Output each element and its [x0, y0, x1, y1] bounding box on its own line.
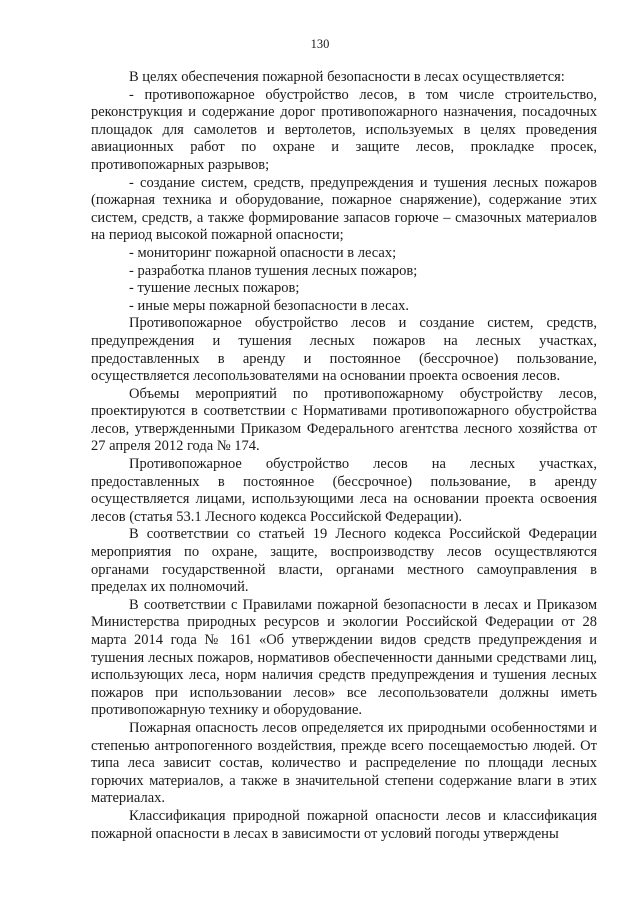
list-item-plans: - разработка планов тушения лесных пожаров;	[129, 262, 418, 279]
list-item-monitoring: - мониторинг пожарной опасности в лесах;	[129, 244, 397, 261]
list-item-extinguishing: - тушение лесных пожаров;	[129, 280, 300, 297]
paragraph-intro: В целях обеспечения пожарной безопасности в лесах осуществляется:	[129, 69, 565, 85]
page-number: 130	[310, 37, 330, 51]
list-item-fire-systems: - создание систем, средств, предупреждения и тушения лесных пожаров (пожарная техника и оборудование, пожарное снаряжение), содержание этих систем, средств, а также формирование запасов горюче – смазочных материалов на период высокой пожарной опасности;	[91, 174, 597, 244]
list-item-fire-infrastructure: - противопожарное обустройство лесов, в том числе строительство, реконструкция и содержание дорог противопожарного назначения, посадочных площадок для самолетов и вертолетов, используемых в целях проведения авиационных работ по охране и защите лесов, прокладке просек, противопожарных разрывов;	[91, 86, 597, 173]
paragraph-rules-order-161: В соответствии с Правилами пожарной безопасности в лесах и Приказом Министерства природных ресурсов и экологии Российской Федерации от 28 марта 2014 года № 161 «Об утверждении видов средств предупреждения и тушения лесных пожаров, нормативов обеспеченности данными средствами лиц, использующих леса, норм наличия средств предупреждения и тушения лесных пожаров при использовании лесов» все лесопользователи должны иметь противопожарную технику и оборудование.	[91, 596, 597, 719]
paragraph-infrastructure-leased: Противопожарное обустройство лесов и создание систем, средств, предупреждения и тушения лесных пожаров на лесных участках, предоставленных в аренду и постоянное (бессрочное) пользование, осуществляется лесопользователями на основании проекта освоения лесов.	[91, 315, 597, 385]
paragraph-fire-hazard: Пожарная опасность лесов определяется их природными особенностями и степенью антропогенного воздействия, прежде всего посещаемостью людей. От типа леса зависит состав, количество и распределение по площади лесных горючих материалов, а также в значительной степени содержание влаги в этих материалах.	[91, 719, 597, 807]
paragraph-article-19: В соответствии со статьей 19 Лесного кодекса Российской Федерации мероприятия по охране, защите, воспроизводству лесов осуществляются органами государственной власти, органами местного самоуправления в пределах их полномочий.	[91, 526, 597, 596]
document-body	[91, 69, 597, 843]
paragraph-classification: Классификация природной пожарной опасности лесов и классификация пожарной опасности в лесах в зависимости от условий погоды утверждены	[91, 807, 597, 842]
list-item-other-measures: - иные меры пожарной безопасности в лесах.	[129, 297, 410, 314]
paragraph-volumes: Объемы мероприятий по противопожарному обустройству лесов, проектируются в соответствии с Нормативами противопожарного обустройства лесов, утвержденными Приказом Федерального агентства лесного хозяйства от 27 апреля 2012 года № 174.	[91, 385, 597, 455]
paragraph-permanent-use: Противопожарное обустройство лесов на лесных участках, предоставленных в постоянное (бессрочное) пользование, в аренду осуществляется лицами, использующими леса на основании проекта освоения лесов (статья 53.1 Лесного кодекса Российской Федерации).	[91, 456, 597, 525]
